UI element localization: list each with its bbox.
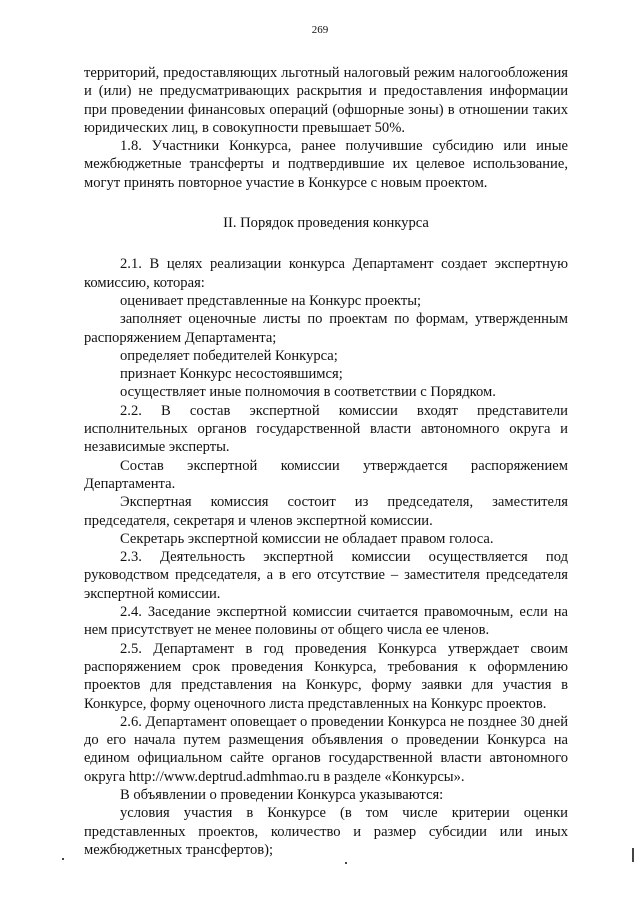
page-number: 269 xyxy=(311,24,329,36)
list-item: осуществляет иные полномочия в соответствии с Порядком. xyxy=(120,384,496,401)
section-heading: II. Порядок проведения конкурса xyxy=(223,215,429,232)
list-item: оценивает представленные на Конкурс проекты; xyxy=(120,292,422,309)
paragraph: 1.8. Участники Конкурса, ранее получившие субсидию или иные межбюджетные трансферты и подтвердившие их целевое использование, могут принять повторное участие в Конкурсе с новым проектом. xyxy=(84,138,568,191)
paragraph: 2.4. Заседание экспертной комиссии считается правомочным, если на нем присутствует не менее половины от общего числа ее членов. xyxy=(84,604,568,639)
list-item: заполняет оценочные листы по проектам по формам, утвержденным распоряжением Департамента; xyxy=(84,311,568,346)
document-body xyxy=(84,64,568,859)
list-item: условия участия в Конкурсе (в том числе критерии оценки представленных проектов, количество и размер субсидии или иных межбюджетных трансфертов); xyxy=(84,805,568,858)
paragraph: Секретарь экспертной комиссии не обладает правом голоса. xyxy=(120,530,494,547)
scan-speck xyxy=(632,848,634,862)
scan-speck xyxy=(345,862,347,864)
paragraph: Состав экспертной комиссии утверждается распоряжением Департамента. xyxy=(84,457,568,492)
paragraph: территорий, предоставляющих льготный налоговый режим налогообложения и (или) не предусматривающих раскрытия и предоставления информации при проведении финансовых операций (офшорные зоны) в отношении таких юридических лиц, в совокупности превышает 50%. xyxy=(84,65,568,136)
paragraph: 2.2. В состав экспертной комиссии входят представители исполнительных органов государственной власти автономного округа и независимые эксперты. xyxy=(84,402,568,456)
list-item: признает Конкурс несостоявшимся; xyxy=(120,366,343,383)
paragraph: 2.6. Департамент оповещает о проведении Конкурса не позднее 30 дней до его начала путем размещения объявления о проведении Конкурса на едином официальном сайте органов государственной власти автономного округа http://www.deptrud.admhmao.ru в разделе «Конкурсы». xyxy=(84,713,568,785)
paragraph: 2.3. Деятельность экспертной комиссии осуществляется под руководством председателя, а в его отсутствие – заместителя председателя экспертной комиссии. xyxy=(84,549,568,602)
scan-speck xyxy=(62,858,64,860)
paragraph: Экспертная комиссия состоит из председателя, заместителя председателя, секретаря и членов экспертной комиссии. xyxy=(84,494,568,529)
paragraph: В объявлении о проведении Конкурса указываются: xyxy=(120,786,444,803)
list-item: определяет победителей Конкурса; xyxy=(120,347,338,364)
paragraph: 2.5. Департамент в год проведения Конкурса утверждает своим распоряжением срок проведения Конкурса, требования к оформлению проектов для представления на Конкурс, форму заявки для участия в Конкурсе, форму оценочного листа представленных на Конкурс проектов. xyxy=(84,640,568,712)
paragraph: 2.1. В целях реализации конкурса Департамент создает экспертную комиссию, которая: xyxy=(84,256,568,291)
